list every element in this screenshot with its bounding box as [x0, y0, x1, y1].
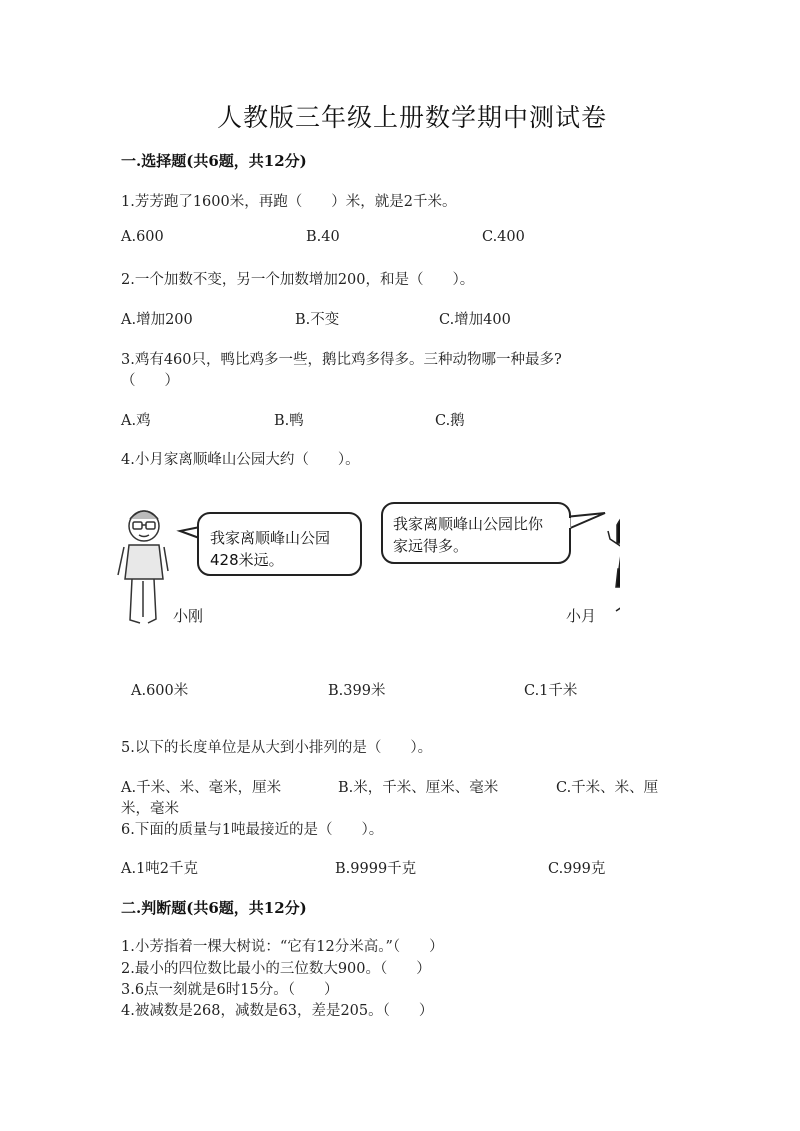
question-2: 2.一个加数不变，另一个加数增加200，和是（ ）。	[121, 272, 475, 288]
q4-option-b: B.399米	[328, 683, 386, 699]
q4-option-a: A.600米	[131, 683, 189, 699]
judgement-item-3: 3.6点一刻就是6时15分。（ ）	[121, 982, 339, 998]
page-title: 人教版三年级上册数学期中测试卷	[217, 103, 608, 132]
question-6: 6.下面的质量与1吨最接近的是（ ）。	[121, 822, 384, 838]
q3-option-b: B.鸭	[274, 413, 304, 429]
judgement-item-2: 2.最小的四位数比最小的三位数大900。（ ）	[121, 961, 431, 977]
q2-option-b: B.不变	[295, 312, 340, 328]
section-heading-choice: 一.选择题(共6题，共12分)	[121, 152, 307, 170]
section-heading-judgement: 二.判断题(共6题，共12分)	[121, 899, 307, 917]
q5-option-c-wrap: 米，毫米	[121, 801, 179, 817]
q5-option-a: A.千米、米、毫米，厘米	[121, 780, 282, 796]
q5-option-b: B.米，千米、厘米、毫米	[338, 780, 499, 796]
q3-option-a: A.鸡	[121, 413, 151, 429]
left-bubble-line-1: 我家离顺峰山公园	[210, 529, 331, 547]
q4-illustration	[110, 495, 620, 640]
right-bubble-line-2: 家远得多。	[393, 537, 469, 555]
judgement-item-4: 4.被减数是268，减数是63，差是205。（ ）	[121, 1003, 434, 1019]
question-5: 5.以下的长度单位是从大到小排列的是（ ）。	[121, 740, 433, 756]
q3-option-c: C.鹅	[435, 413, 465, 429]
q6-option-c: C.999克	[548, 861, 606, 877]
q1-option-a: A.600	[121, 229, 164, 245]
question-4: 4.小月家离顺峰山公园大约（ ）。	[121, 452, 360, 468]
q4-option-c: C.1千米	[524, 683, 578, 699]
judgement-item-1: 1.小芳指着一棵大树说：“它有12分米高。”（ ）	[121, 939, 444, 955]
left-bubble-line-2: 428米远。	[210, 551, 284, 569]
q6-option-a: A.1吨2千克	[121, 861, 199, 877]
boy-figure	[118, 511, 168, 623]
girl-name-label: 小月	[566, 607, 597, 625]
q2-option-a: A.增加200	[121, 312, 193, 328]
question-3: 3.鸡有460只，鸭比鸡多一些，鹅比鸡多得多。三种动物哪一种最多?	[121, 352, 562, 368]
right-bubble-line-1: 我家离顺峰山公园比你	[393, 515, 544, 533]
question-3-blank: （ ）	[121, 373, 179, 389]
girl-figure	[608, 513, 620, 612]
q5-option-c: C.千米、米、厘	[556, 780, 659, 796]
q2-option-c: C.增加400	[439, 312, 511, 328]
q1-option-b: B.40	[306, 229, 340, 245]
q6-option-b: B.9999千克	[335, 861, 417, 877]
q1-option-c: C.400	[482, 229, 525, 245]
question-1: 1.芳芳跑了1600米，再跑（ ）米，就是2千米。	[121, 194, 457, 210]
boy-name-label: 小刚	[173, 607, 204, 625]
